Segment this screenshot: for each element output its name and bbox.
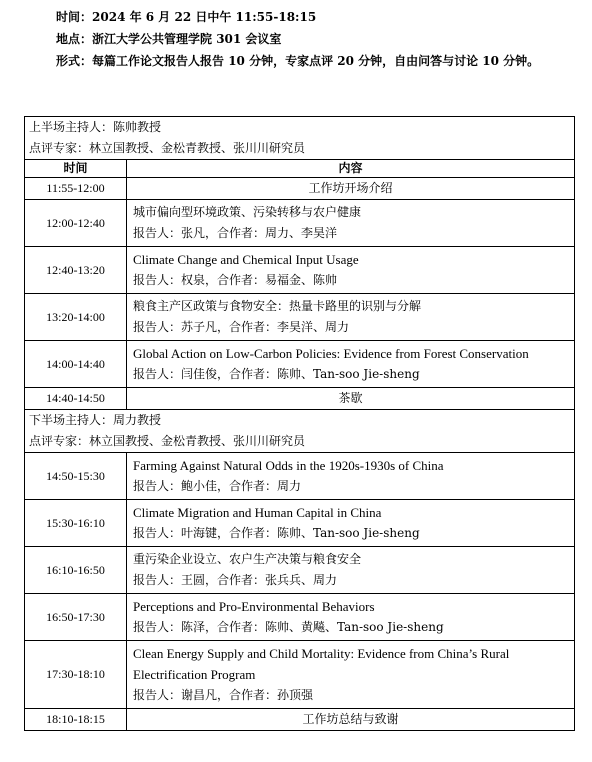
table-row xyxy=(25,500,575,547)
agenda-item: 茶歇 xyxy=(127,388,575,410)
paper-cell xyxy=(127,500,575,547)
time-cell: 15:30-16:10 xyxy=(25,500,127,547)
paper-title: 粮食主产区政策与食物安全：热量卡路里的识别与分解 xyxy=(133,299,422,313)
paper-cell xyxy=(127,641,575,709)
session1-reviewers: 点评专家：林立国教授、金松青教授、张川川研究员 xyxy=(29,141,306,155)
time-cell: 11:55-12:00 xyxy=(25,178,127,200)
paper-cell xyxy=(127,200,575,247)
place-label: 地点： xyxy=(56,32,93,46)
paper-title: Perceptions and Pro-Environmental Behaviors xyxy=(133,599,375,614)
table-row xyxy=(25,200,575,247)
time-cell: 12:40-13:20 xyxy=(25,247,127,294)
paper-cell xyxy=(127,247,575,294)
table-row xyxy=(25,547,575,594)
time-value: 2024 年 6 月 22 日中午 11:55-18:15 xyxy=(92,10,317,24)
session2-info xyxy=(25,410,575,453)
paper-authors: 报告人：鲍小佳，合作者：周力 xyxy=(133,479,302,493)
table-row xyxy=(25,294,575,341)
paper-title: Climate Migration and Human Capital in China xyxy=(133,505,382,520)
paper-cell xyxy=(127,547,575,594)
paper-cell xyxy=(127,453,575,500)
session2-reviewers: 点评专家：林立国教授、金松青教授、张川川研究员 xyxy=(29,434,306,448)
paper-title: Clean Energy Supply and Child Mortality: Evidence from China’s Rural Electrification Program xyxy=(133,646,510,682)
time-label: 时间： xyxy=(56,10,93,24)
paper-authors: 报告人：苏子凡，合作者：李昊洋、周力 xyxy=(133,320,350,334)
table-row xyxy=(25,341,575,388)
table-row xyxy=(25,247,575,294)
paper-authors: 报告人：陈泽，合作者：陈帅、黄飚、Tan-soo Jie-sheng xyxy=(133,620,444,634)
paper-authors: 报告人：叶海键，合作者：陈帅、Tan-soo Jie-sheng xyxy=(133,526,420,540)
paper-cell xyxy=(127,594,575,641)
format-label: 形式： xyxy=(56,54,93,68)
paper-authors: 报告人：权泉，合作者：易福金、陈帅 xyxy=(133,273,338,287)
agenda-item: 工作坊总结与致谢 xyxy=(127,709,575,731)
paper-authors: 报告人：王圆，合作者：张兵兵、周力 xyxy=(133,573,338,587)
session1-info xyxy=(25,117,575,160)
format-value: 每篇工作论文报告人报告 10 分钟，专家点评 20 分钟，自由问答与讨论 10 分钟。 xyxy=(92,54,540,68)
paper-title: 重污染企业设立、农户生产决策与粮食安全 xyxy=(133,552,362,566)
session1-host: 上半场主持人：陈帅教授 xyxy=(29,120,162,134)
session1-info-row xyxy=(25,117,575,160)
time-cell: 16:10-16:50 xyxy=(25,547,127,594)
time-cell: 18:10-18:15 xyxy=(25,709,127,731)
table-row xyxy=(25,641,575,709)
time-cell: 14:40-14:50 xyxy=(25,388,127,410)
schedule-table xyxy=(24,116,575,731)
paper-title: Global Action on Low-Carbon Policies: Evidence from Forest Conservation xyxy=(133,346,529,361)
paper-title: Climate Change and Chemical Input Usage xyxy=(133,252,359,267)
session2-host: 下半场主持人：周力教授 xyxy=(29,413,162,427)
time-cell: 16:50-17:30 xyxy=(25,594,127,641)
table-row xyxy=(25,709,575,731)
paper-title: Farming Against Natural Odds in the 1920s-1930s of China xyxy=(133,458,444,473)
event-info xyxy=(56,6,576,72)
table-row xyxy=(25,594,575,641)
agenda-item: 工作坊开场介绍 xyxy=(127,178,575,200)
paper-authors: 报告人：张凡，合作者：周力、李昊洋 xyxy=(133,226,338,240)
time-cell: 14:00-14:40 xyxy=(25,341,127,388)
event-place xyxy=(56,28,576,50)
column-header-row xyxy=(25,160,575,178)
paper-cell xyxy=(127,341,575,388)
time-cell: 14:50-15:30 xyxy=(25,453,127,500)
time-cell: 13:20-14:00 xyxy=(25,294,127,341)
time-cell: 17:30-18:10 xyxy=(25,641,127,709)
time-cell: 12:00-12:40 xyxy=(25,200,127,247)
table-row xyxy=(25,453,575,500)
paper-authors: 报告人：闫佳俊，合作者：陈帅、Tan-soo Jie-sheng xyxy=(133,367,420,381)
paper-cell xyxy=(127,294,575,341)
table-row xyxy=(25,388,575,410)
session2-info-row xyxy=(25,410,575,453)
event-format xyxy=(56,50,576,72)
place-value: 浙江大学公共管理学院 301 会议室 xyxy=(92,32,282,46)
column-header-content: 内容 xyxy=(127,160,575,178)
paper-title: 城市偏向型环境政策、污染转移与农户健康 xyxy=(133,205,362,219)
column-header-time: 时间 xyxy=(25,160,127,178)
paper-authors: 报告人：谢昌凡，合作者：孙顶强 xyxy=(133,688,314,702)
event-time xyxy=(56,6,576,28)
table-row xyxy=(25,178,575,200)
